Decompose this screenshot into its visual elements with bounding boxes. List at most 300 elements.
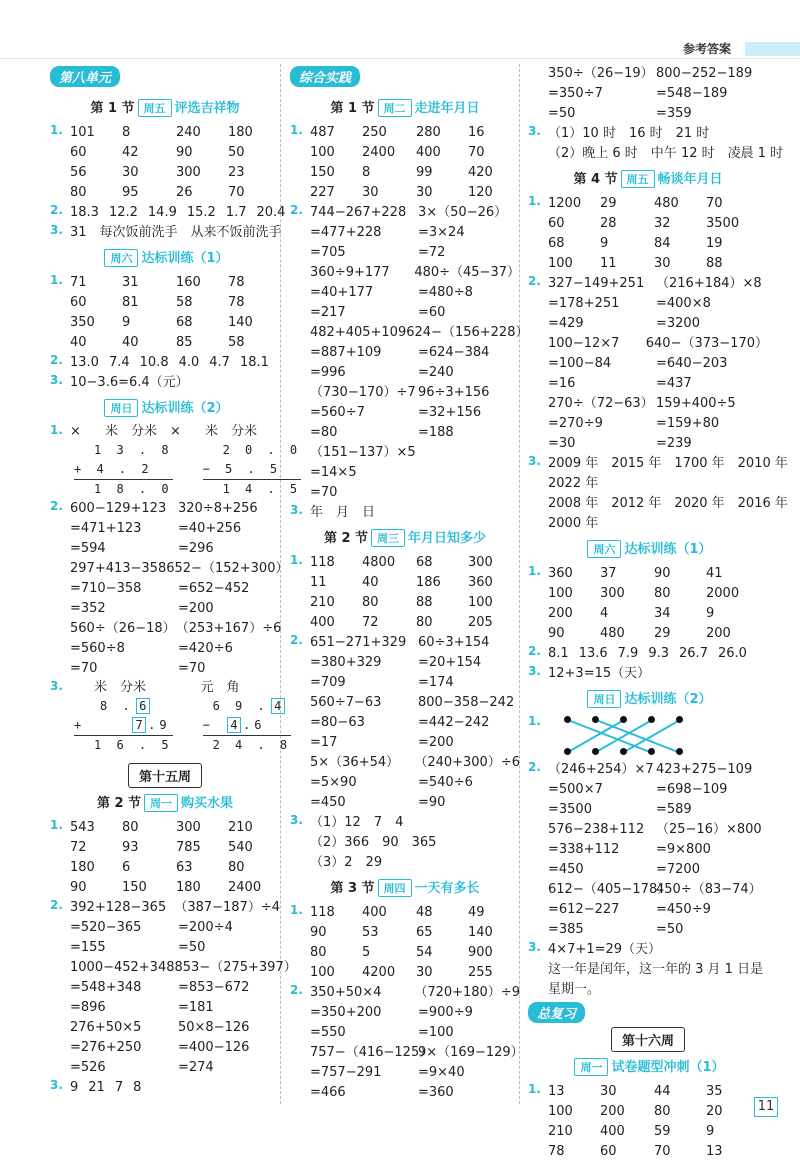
- answer-row: [70, 123, 280, 143]
- calc-step: =350÷7: [548, 86, 603, 101]
- unit-badge: 总复习: [528, 1002, 585, 1023]
- section-title: 第 3 节 周四 一天有多长: [330, 881, 480, 896]
- calc-step: 612−（405−178）: [548, 882, 671, 897]
- answer-cell: 240: [176, 125, 201, 140]
- calc-row: [70, 659, 280, 679]
- problem-1: 1. 71 31 160 78 60 81 58 78 350 9 68 140 40 40 85 58: [50, 273, 280, 353]
- answer-cell: 78: [548, 1144, 565, 1159]
- calc-step: （246+254）×7: [548, 762, 654, 777]
- answer-cell: 210: [310, 595, 335, 610]
- answer-cell: 12.2: [108, 205, 138, 220]
- calc-row: [310, 423, 520, 443]
- calc-row: [548, 800, 768, 820]
- calc-step: =589: [656, 802, 692, 817]
- answer-cell: 32: [654, 216, 671, 231]
- calc-step: =550: [310, 1025, 346, 1040]
- calc-step: =276+250: [70, 1040, 142, 1055]
- answer-cell: 80: [416, 615, 433, 630]
- answer-row: [70, 143, 280, 163]
- calc-step: =20+154: [418, 655, 482, 670]
- unit-badge: 综合实践: [290, 66, 360, 87]
- calc-step: 576−238+112: [548, 822, 645, 837]
- answer-cell: 400: [416, 145, 441, 160]
- match-dot: [676, 716, 683, 723]
- calc-step: 276+50×5: [70, 1020, 142, 1035]
- calc-step: =270÷9: [548, 416, 603, 431]
- answer-cell: 9: [122, 315, 131, 330]
- answer-cell: 10.8: [139, 355, 169, 370]
- calc-step: =32+156: [418, 405, 482, 420]
- calc-step: 853−（275+397）: [174, 960, 297, 975]
- calc-row: [70, 539, 280, 559]
- calc-step: =274: [178, 1060, 214, 1075]
- answer-cell: 8.1: [548, 646, 569, 661]
- answer-cell: 56: [70, 165, 87, 180]
- calc-row: [310, 263, 520, 283]
- answer-cell: 400: [310, 615, 335, 630]
- problem-2: 2. 600−129+123 320÷8+256 =471+123 =40+256 =594 =296 297+413−358 652−（152+300） =710−358 =652−452 =352 =200 560÷（26−18） （253+167）÷6 =560÷8 =420÷6 =70 =70: [50, 499, 280, 679]
- calc-step: =40+177: [310, 285, 374, 300]
- calc-step: =296: [178, 541, 214, 556]
- calc-step: 297+413−358: [70, 561, 167, 576]
- calc-step: 100−12×7: [548, 336, 620, 351]
- answer-cell: 35: [706, 1084, 723, 1099]
- calc-row: [310, 1003, 520, 1023]
- calc-row: [548, 434, 768, 454]
- answer-cell: 300: [176, 820, 201, 835]
- calc-step: =178+251: [548, 296, 620, 311]
- answer-cell: 200: [600, 1104, 625, 1119]
- calc-step: =239: [656, 436, 692, 451]
- answer-cell: 60: [548, 216, 565, 231]
- answer-cell: 70: [228, 185, 245, 200]
- answer-cell: 30: [654, 256, 671, 271]
- answer-cell: 205: [468, 615, 493, 630]
- answer-cell: 30: [416, 965, 433, 980]
- calc-row: [310, 713, 520, 733]
- vertical-calc: 1 3 . 8 + 4 . 2 1 8 . 0: [74, 443, 173, 496]
- problem-2: 2. 13.0 7.4 10.8 4.0 4.7 18.1: [50, 353, 280, 373]
- answer-cell: 360: [468, 575, 493, 590]
- calc-step: =442−242: [418, 715, 490, 730]
- answer-cell: 200: [548, 606, 573, 621]
- problem-1: 1. 118 400 48 49 90 53 65 140 80 5 54 900 100 4200 30 255: [290, 903, 520, 983]
- calc-step: =757−291: [310, 1065, 382, 1080]
- answer-cell: 72: [70, 840, 87, 855]
- calc-step: 159+400÷5: [656, 396, 736, 411]
- answer-cell: 8: [133, 1080, 142, 1095]
- calc-step: =7200: [656, 862, 700, 877]
- calc-row: [310, 1043, 524, 1063]
- answer-cell: 300: [176, 165, 201, 180]
- calc-step: =450: [548, 862, 584, 877]
- calc-row: [310, 793, 520, 813]
- calc-row: [548, 760, 768, 780]
- answer-cell: 70: [654, 1144, 671, 1159]
- calc-row: [310, 383, 520, 403]
- calc-step: =710−358: [70, 581, 142, 596]
- calc-step: =90: [418, 795, 446, 810]
- answer-cell: 54: [416, 945, 433, 960]
- calc-step: =640−203: [656, 356, 728, 371]
- problem-2: 2. 8.1 13.6 7.9 9.3 26.7 26.0: [528, 644, 768, 664]
- calc-step: 560÷7−63: [310, 695, 382, 710]
- calc-step: =560÷8: [70, 641, 125, 656]
- answer-cell: 6: [122, 860, 131, 875]
- answer-cell: 53: [362, 925, 379, 940]
- calc-row: [310, 633, 520, 653]
- match-dot: [648, 716, 655, 723]
- answer-cell: 9: [706, 606, 715, 621]
- calc-row: [70, 958, 297, 978]
- calc-row: [310, 733, 520, 753]
- answer-cell: 186: [416, 575, 441, 590]
- calc-step: =3200: [656, 316, 700, 331]
- calc-step: =40+256: [178, 521, 242, 536]
- answer-cell: 20: [706, 1104, 723, 1119]
- calc-row: [548, 840, 768, 860]
- calc-row: [310, 673, 520, 693]
- calc-step: 350+50×4: [310, 985, 382, 1000]
- problem-1: 1. 101 8 240 180 60 42 90 50 56 30 300 23 80 95 26 70: [50, 123, 280, 203]
- column-1: [50, 64, 302, 1098]
- answer-cell: 100: [310, 145, 335, 160]
- match-dot: [592, 748, 599, 755]
- answer-cell: 5: [362, 945, 371, 960]
- calc-step: =174: [418, 675, 454, 690]
- calc-step: =240: [418, 365, 454, 380]
- answer-cell: 30: [362, 185, 379, 200]
- answer-cell: 90: [548, 626, 565, 641]
- calc-step: =200: [178, 601, 214, 616]
- calc-step: =887+109: [310, 345, 382, 360]
- calc-step: 350÷（26−19）: [548, 66, 654, 81]
- calc-step: =896: [70, 1000, 106, 1015]
- answer-row: [310, 123, 520, 143]
- calc-row: [548, 920, 768, 940]
- calc-step: =450: [310, 795, 346, 810]
- calc-step: （25−16）×800: [656, 822, 762, 837]
- calc-step: =50: [656, 922, 684, 937]
- calc-row: [548, 334, 768, 354]
- calc-step: =16: [548, 376, 576, 391]
- calc-row: [310, 403, 520, 423]
- calc-step: （720+180）÷9: [414, 985, 520, 1000]
- calc-row: [548, 880, 768, 900]
- answer-cell: 44: [654, 1084, 671, 1099]
- calc-step: 651−271+329: [310, 635, 407, 650]
- answer-cell: 120: [468, 185, 493, 200]
- calc-row: [548, 900, 768, 920]
- calc-row: [310, 1023, 520, 1043]
- calc-step: =217: [310, 305, 346, 320]
- answer-cell: 300: [468, 555, 493, 570]
- problem-2-cont: [528, 64, 768, 124]
- calc-step: =5×90: [310, 775, 357, 790]
- calc-step: =594: [70, 541, 106, 556]
- calc-step: =548−189: [656, 86, 728, 101]
- problem-2: 2. 327−149+251 （216+184）×8 =178+251 =400×8 =429 =3200 100−12×7 640−（373−170） =100−84 =640−203 =16 =437 270÷（72−63） 159+400÷5 =270÷9 =159+80 =30 =239: [528, 274, 768, 454]
- calc-step: =477+228: [310, 225, 382, 240]
- answer-cell: 60: [600, 1144, 617, 1159]
- answer-cell: 487: [310, 125, 335, 140]
- calc-step: =50: [548, 106, 576, 121]
- calc-row: [70, 918, 280, 938]
- answer-row: [310, 593, 520, 613]
- answer-row: [310, 613, 520, 633]
- answer-cell: 7.4: [108, 355, 130, 370]
- calc-step: =100: [418, 1025, 454, 1040]
- calc-row: [310, 773, 520, 793]
- calc-row: [70, 1038, 280, 1058]
- answer-cell: 90: [654, 566, 671, 581]
- calc-step: =72: [418, 245, 446, 260]
- answer-row: [548, 1102, 768, 1122]
- answer-cell: 63: [176, 860, 193, 875]
- problem-1: 1.: [528, 714, 768, 760]
- calc-step: =159+80: [656, 416, 720, 431]
- calc-row: [310, 753, 520, 773]
- section-title: 第 2 节 周三 年月日知多少: [323, 531, 487, 546]
- answer-cell: 540: [228, 840, 253, 855]
- calc-step: =359: [656, 106, 692, 121]
- calc-row: [70, 998, 280, 1018]
- calc-step: =80: [310, 425, 338, 440]
- answer-cell: 280: [416, 125, 441, 140]
- match-dot: [564, 716, 571, 723]
- calc-row: [310, 1063, 520, 1083]
- calc-step: 757−（416−125）: [310, 1045, 433, 1060]
- answer-cell: 9: [600, 236, 609, 251]
- problem-1: 1. 487 250 280 16 100 2400 400 70 150 8 99 420 227 30 30 120: [290, 123, 520, 203]
- calc-step: =612−227: [548, 902, 620, 917]
- answer-cell: 80: [228, 860, 245, 875]
- answer-cell: 88: [706, 256, 723, 271]
- calc-row: [310, 323, 529, 343]
- calc-row: [548, 274, 768, 294]
- calc-step: =3500: [548, 802, 592, 817]
- answer-cell: 40: [122, 335, 139, 350]
- answer-cell: 34: [654, 606, 671, 621]
- sub-title-sun: 周日 达标训练（2）: [50, 397, 280, 417]
- answer-cell: 26.0: [717, 646, 747, 661]
- answer-cell: 40: [70, 335, 87, 350]
- calc-step: =30: [548, 436, 576, 451]
- answer-cell: 420: [468, 165, 493, 180]
- answer-cell: 19: [706, 236, 723, 251]
- answer-cell: 100: [548, 1104, 573, 1119]
- calc-row: [310, 303, 520, 323]
- answer-cell: 2400: [362, 145, 396, 160]
- calc-step: （240+300）÷6: [414, 755, 520, 770]
- answer-row: [548, 234, 768, 254]
- answer-cell: 80: [70, 185, 87, 200]
- answer-row: [548, 624, 768, 644]
- calc-row: [310, 223, 520, 243]
- answer-cell: 250: [362, 125, 387, 140]
- calc-step: 1000−452+348: [70, 960, 175, 975]
- answer-cell: 80: [362, 595, 379, 610]
- calc-step: =996: [310, 365, 346, 380]
- calc-step: =420÷6: [178, 641, 233, 656]
- vertical-calc: 6 9 . 4 − 4 .6 2 4 . 8: [202, 699, 292, 752]
- calc-step: 5×（36+54）: [310, 755, 400, 770]
- answer-cell: 29: [600, 196, 617, 211]
- answer-row: [70, 293, 280, 313]
- answer-cell: 40: [362, 575, 379, 590]
- calc-step: 640−（373−170）: [645, 336, 768, 351]
- calc-row: [548, 374, 768, 394]
- calc-row: [548, 84, 768, 104]
- calc-step: （730−170）÷7: [310, 385, 416, 400]
- answer-cell: 80: [654, 1104, 671, 1119]
- answer-row: [548, 564, 768, 584]
- calc-step: （387−187）÷4: [174, 900, 280, 915]
- answer-cell: 72: [362, 615, 379, 630]
- calc-step: =181: [178, 1000, 214, 1015]
- calc-step: =450÷9: [656, 902, 711, 917]
- calc-row: [70, 938, 280, 958]
- answer-cell: 49: [468, 905, 485, 920]
- answer-cell: 80: [122, 820, 139, 835]
- answer-cell: 100: [548, 586, 573, 601]
- calc-step: 50×8−126: [178, 1020, 250, 1035]
- answer-cell: 210: [548, 1124, 573, 1139]
- vertical-calc: 2 0 . 0 − 5 . 5 1 4 . 5: [202, 443, 302, 496]
- calc-step: 800−358−242: [418, 695, 515, 710]
- answer-cell: 68: [416, 555, 433, 570]
- section-title: 第 1 节 周五 评选吉祥物: [90, 101, 240, 116]
- column-3: [528, 64, 788, 1162]
- answer-cell: 84: [654, 236, 671, 251]
- answer-row: [70, 818, 280, 838]
- calc-step: 320÷8+256: [178, 501, 258, 516]
- problem-3: 3. 10−3.6=6.4（元）: [50, 373, 189, 390]
- calc-row: [310, 203, 520, 223]
- answer-row: [310, 903, 520, 923]
- calc-row: [310, 983, 520, 1003]
- calc-row: [548, 394, 768, 414]
- answer-cell: 8: [122, 125, 131, 140]
- answer-cell: 180: [176, 880, 201, 895]
- answer-cell: 90: [70, 880, 87, 895]
- answer-cell: 58: [228, 335, 245, 350]
- answer-cell: 70: [468, 145, 485, 160]
- sub-title-sun: 周日 达标训练（2）: [528, 688, 768, 708]
- calc-step: =200: [418, 735, 454, 750]
- answer-cell: 71: [70, 275, 87, 290]
- problem-3: 3. 12+3=15（天）: [528, 664, 651, 681]
- answer-cell: 7.9: [617, 646, 639, 661]
- answer-key-label: 参考答案: [683, 42, 732, 56]
- calc-step: =400−126: [178, 1040, 250, 1055]
- answer-cell: 180: [70, 860, 95, 875]
- answer-cell: 100: [310, 965, 335, 980]
- calc-step: =60: [418, 305, 446, 320]
- problem-2: 2. 350+50×4 （720+180）÷9 =350+200 =900÷9 =550 =100 757−（416−125） 9×（169−129） =757−291 =9×40 =466 =360: [290, 983, 520, 1103]
- problem-2: 2. 651−271+329 60÷3+154 =380+329 =20+154 =709 =174 560÷7−63 800−358−242 =80−63 =442−242 =17 =200 5×（36+54） （240+300）÷6 =5×90 =540÷6 =450 =90: [290, 633, 520, 813]
- match-dot: [648, 748, 655, 755]
- calc-step: =471+123: [70, 521, 142, 536]
- calc-step: 800−252−189: [656, 66, 753, 81]
- calc-step: =624−384: [418, 345, 490, 360]
- answer-cell: 9.3: [648, 646, 670, 661]
- calc-step: 624−（156+228）: [406, 325, 529, 340]
- match-dot: [564, 748, 571, 755]
- answer-row: [70, 273, 280, 293]
- answer-cell: 227: [310, 185, 335, 200]
- column-2: [290, 64, 529, 1103]
- answer-cell: 28: [600, 216, 617, 231]
- calc-step: =560÷7: [310, 405, 365, 420]
- answer-cell: 785: [176, 840, 201, 855]
- problem-3: 3. 4×7+1=29（天） 这一年是闰年，这一年的 3 月 1 日是 星期一。: [528, 940, 764, 997]
- calc-row: [70, 639, 280, 659]
- answer-cell: 9: [706, 1124, 715, 1139]
- answer-cell: 70: [706, 196, 723, 211]
- answer-cell: 78: [228, 275, 245, 290]
- answer-cell: 160: [176, 275, 201, 290]
- header-rule: [0, 58, 800, 59]
- problem-3: 3. 年 月 日: [290, 503, 376, 520]
- answer-row: [548, 584, 768, 604]
- answer-row: [548, 1122, 768, 1142]
- calc-row: [70, 978, 280, 998]
- calc-row: [70, 579, 280, 599]
- calc-step: 480÷（45−37）: [414, 265, 520, 280]
- calc-step: =350+200: [310, 1005, 382, 1020]
- answer-cell: 30: [122, 165, 139, 180]
- calc-step: 744−267+228: [310, 205, 407, 220]
- answer-row: [70, 163, 280, 183]
- calc-step: 3×（50−26）: [418, 205, 508, 220]
- calc-row: [70, 1018, 280, 1038]
- calc-row: [548, 64, 768, 84]
- problem-1: 1. 360 37 90 41 100 300 80 2000 200 4 34 9 90 480 29 200: [528, 564, 768, 644]
- answer-row: [70, 313, 280, 333]
- calc-step: =437: [656, 376, 692, 391]
- calc-step: =480÷8: [418, 285, 473, 300]
- sub-title-mon: 周一 试卷题型冲刺（1）: [528, 1056, 768, 1076]
- calc-row: [310, 363, 520, 383]
- calc-step: 450÷（83−74）: [656, 882, 762, 897]
- calc-row: [548, 780, 768, 800]
- answer-row: [310, 143, 520, 163]
- section-title: 第 4 节 周五 畅谈年月日: [573, 172, 723, 187]
- answer-cell: 101: [70, 125, 95, 140]
- answer-cell: 14.9: [147, 205, 177, 220]
- calc-step: =17: [310, 735, 338, 750]
- answer-row: [70, 183, 280, 203]
- matching-diagram: [554, 714, 768, 760]
- answer-row: [70, 838, 280, 858]
- answer-cell: 118: [310, 905, 335, 920]
- calc-step: =352: [70, 601, 106, 616]
- calc-step: =900÷9: [418, 1005, 473, 1020]
- calc-step: 560÷（26−18）: [70, 621, 176, 636]
- calc-row: [548, 414, 768, 434]
- answer-row: [70, 333, 280, 353]
- calc-step: 60÷3+154: [418, 635, 490, 650]
- answer-row: [310, 573, 520, 593]
- answer-cell: 350: [70, 315, 95, 330]
- answer-cell: 41: [706, 566, 723, 581]
- unit-badge: 第八单元: [50, 66, 120, 87]
- answer-cell: 480: [654, 196, 679, 211]
- problem-1: 1. 13 30 44 35 100 200 80 20 210 400 59 9 78 60 70 13: [528, 1082, 768, 1162]
- problem-3: 3. 2009 年 2015 年 1700 年 2010 年 2022 年 2008 年 2012 年 2020 年 2016 年 2000 年: [528, 454, 788, 531]
- problem-3: 3. （1）12 7 4 （2）366 90 365 （3）2 29: [290, 813, 437, 870]
